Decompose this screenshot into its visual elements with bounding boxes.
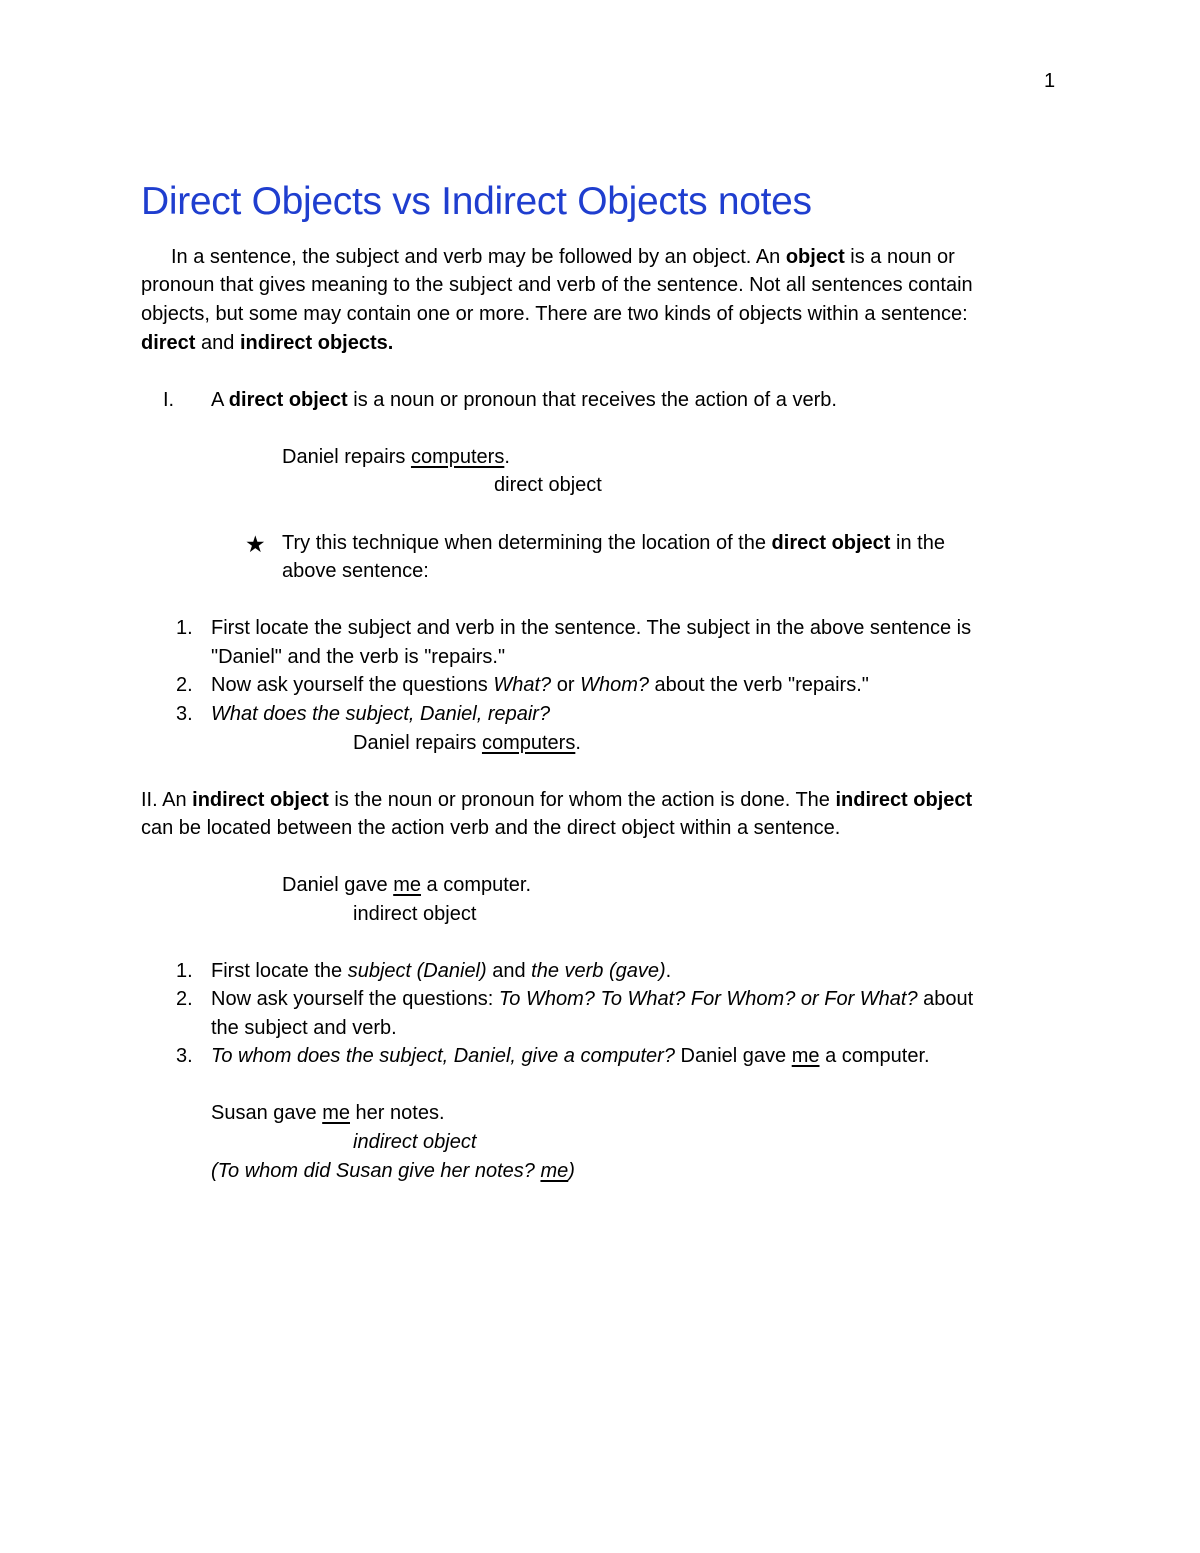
indirect-object-example: Daniel gave me a computer.: [282, 874, 532, 896]
step-number: 1.: [176, 960, 193, 982]
direct-object-label: direct object: [494, 474, 602, 496]
step-1-line-2: "Daniel" and the verb is "repairs.": [211, 646, 506, 668]
intro-line-2: pronoun that gives meaning to the subject and verb of the sentence. Not all sentences contain: [141, 274, 973, 296]
page-title: Direct Objects vs Indirect Objects notes: [141, 180, 812, 223]
step-number: 3.: [176, 703, 193, 725]
step-number: 2.: [176, 674, 193, 696]
direct-object-definition: A direct object is a noun or pronoun that receives the action of a verb.: [211, 389, 837, 411]
io-step-2-line-1: Now ask yourself the questions: To Whom? To What? For Whom? or For What? about: [211, 988, 974, 1010]
tip-line-1: Try this technique when determining the location of the direct object in the: [282, 532, 945, 554]
second-example: Susan gave me her notes.: [211, 1102, 445, 1124]
indirect-object-definition-line-1: II. An indirect object is the noun or pronoun for whom the action is done. The indirect object: [141, 789, 973, 811]
direct-object-example: Daniel repairs computers.: [282, 446, 510, 468]
step-1-line-1: First locate the subject and verb in the sentence. The subject in the above sentence is: [211, 617, 972, 639]
step-3-answer: Daniel repairs computers.: [353, 732, 581, 754]
indirect-object-label: indirect object: [353, 903, 477, 925]
page-number: 1: [1044, 70, 1056, 92]
step-3-line: What does the subject, Daniel, repair?: [211, 703, 551, 725]
second-example-question: (To whom did Susan give her notes? me): [211, 1160, 575, 1182]
step-number: 3.: [176, 1045, 193, 1067]
second-example-label: indirect object: [353, 1131, 477, 1153]
io-step-1-line: First locate the subject (Daniel) and the verb (gave).: [211, 960, 672, 982]
step-number: 2.: [176, 988, 193, 1010]
indirect-object-definition-line-2: can be located between the action verb and the direct object within a sentence.: [141, 817, 841, 839]
star-icon: ★: [245, 531, 266, 557]
step-number: 1.: [176, 617, 193, 639]
io-step-3-line: To whom does the subject, Daniel, give a computer? Daniel gave me a computer.: [211, 1045, 930, 1067]
step-2-line: Now ask yourself the questions What? or Whom? about the verb "repairs.": [211, 674, 869, 696]
tip-line-2: above sentence:: [282, 560, 429, 582]
intro-line-4: direct and indirect objects.: [141, 332, 394, 354]
io-step-2-line-2: the subject and verb.: [211, 1017, 397, 1039]
intro-line-3: objects, but some may contain one or more. There are two kinds of objects within a sentence:: [141, 303, 968, 325]
section-1-numeral: I.: [163, 389, 175, 411]
intro-line-1: In a sentence, the subject and verb may be followed by an object. An object is a noun or: [171, 246, 955, 268]
